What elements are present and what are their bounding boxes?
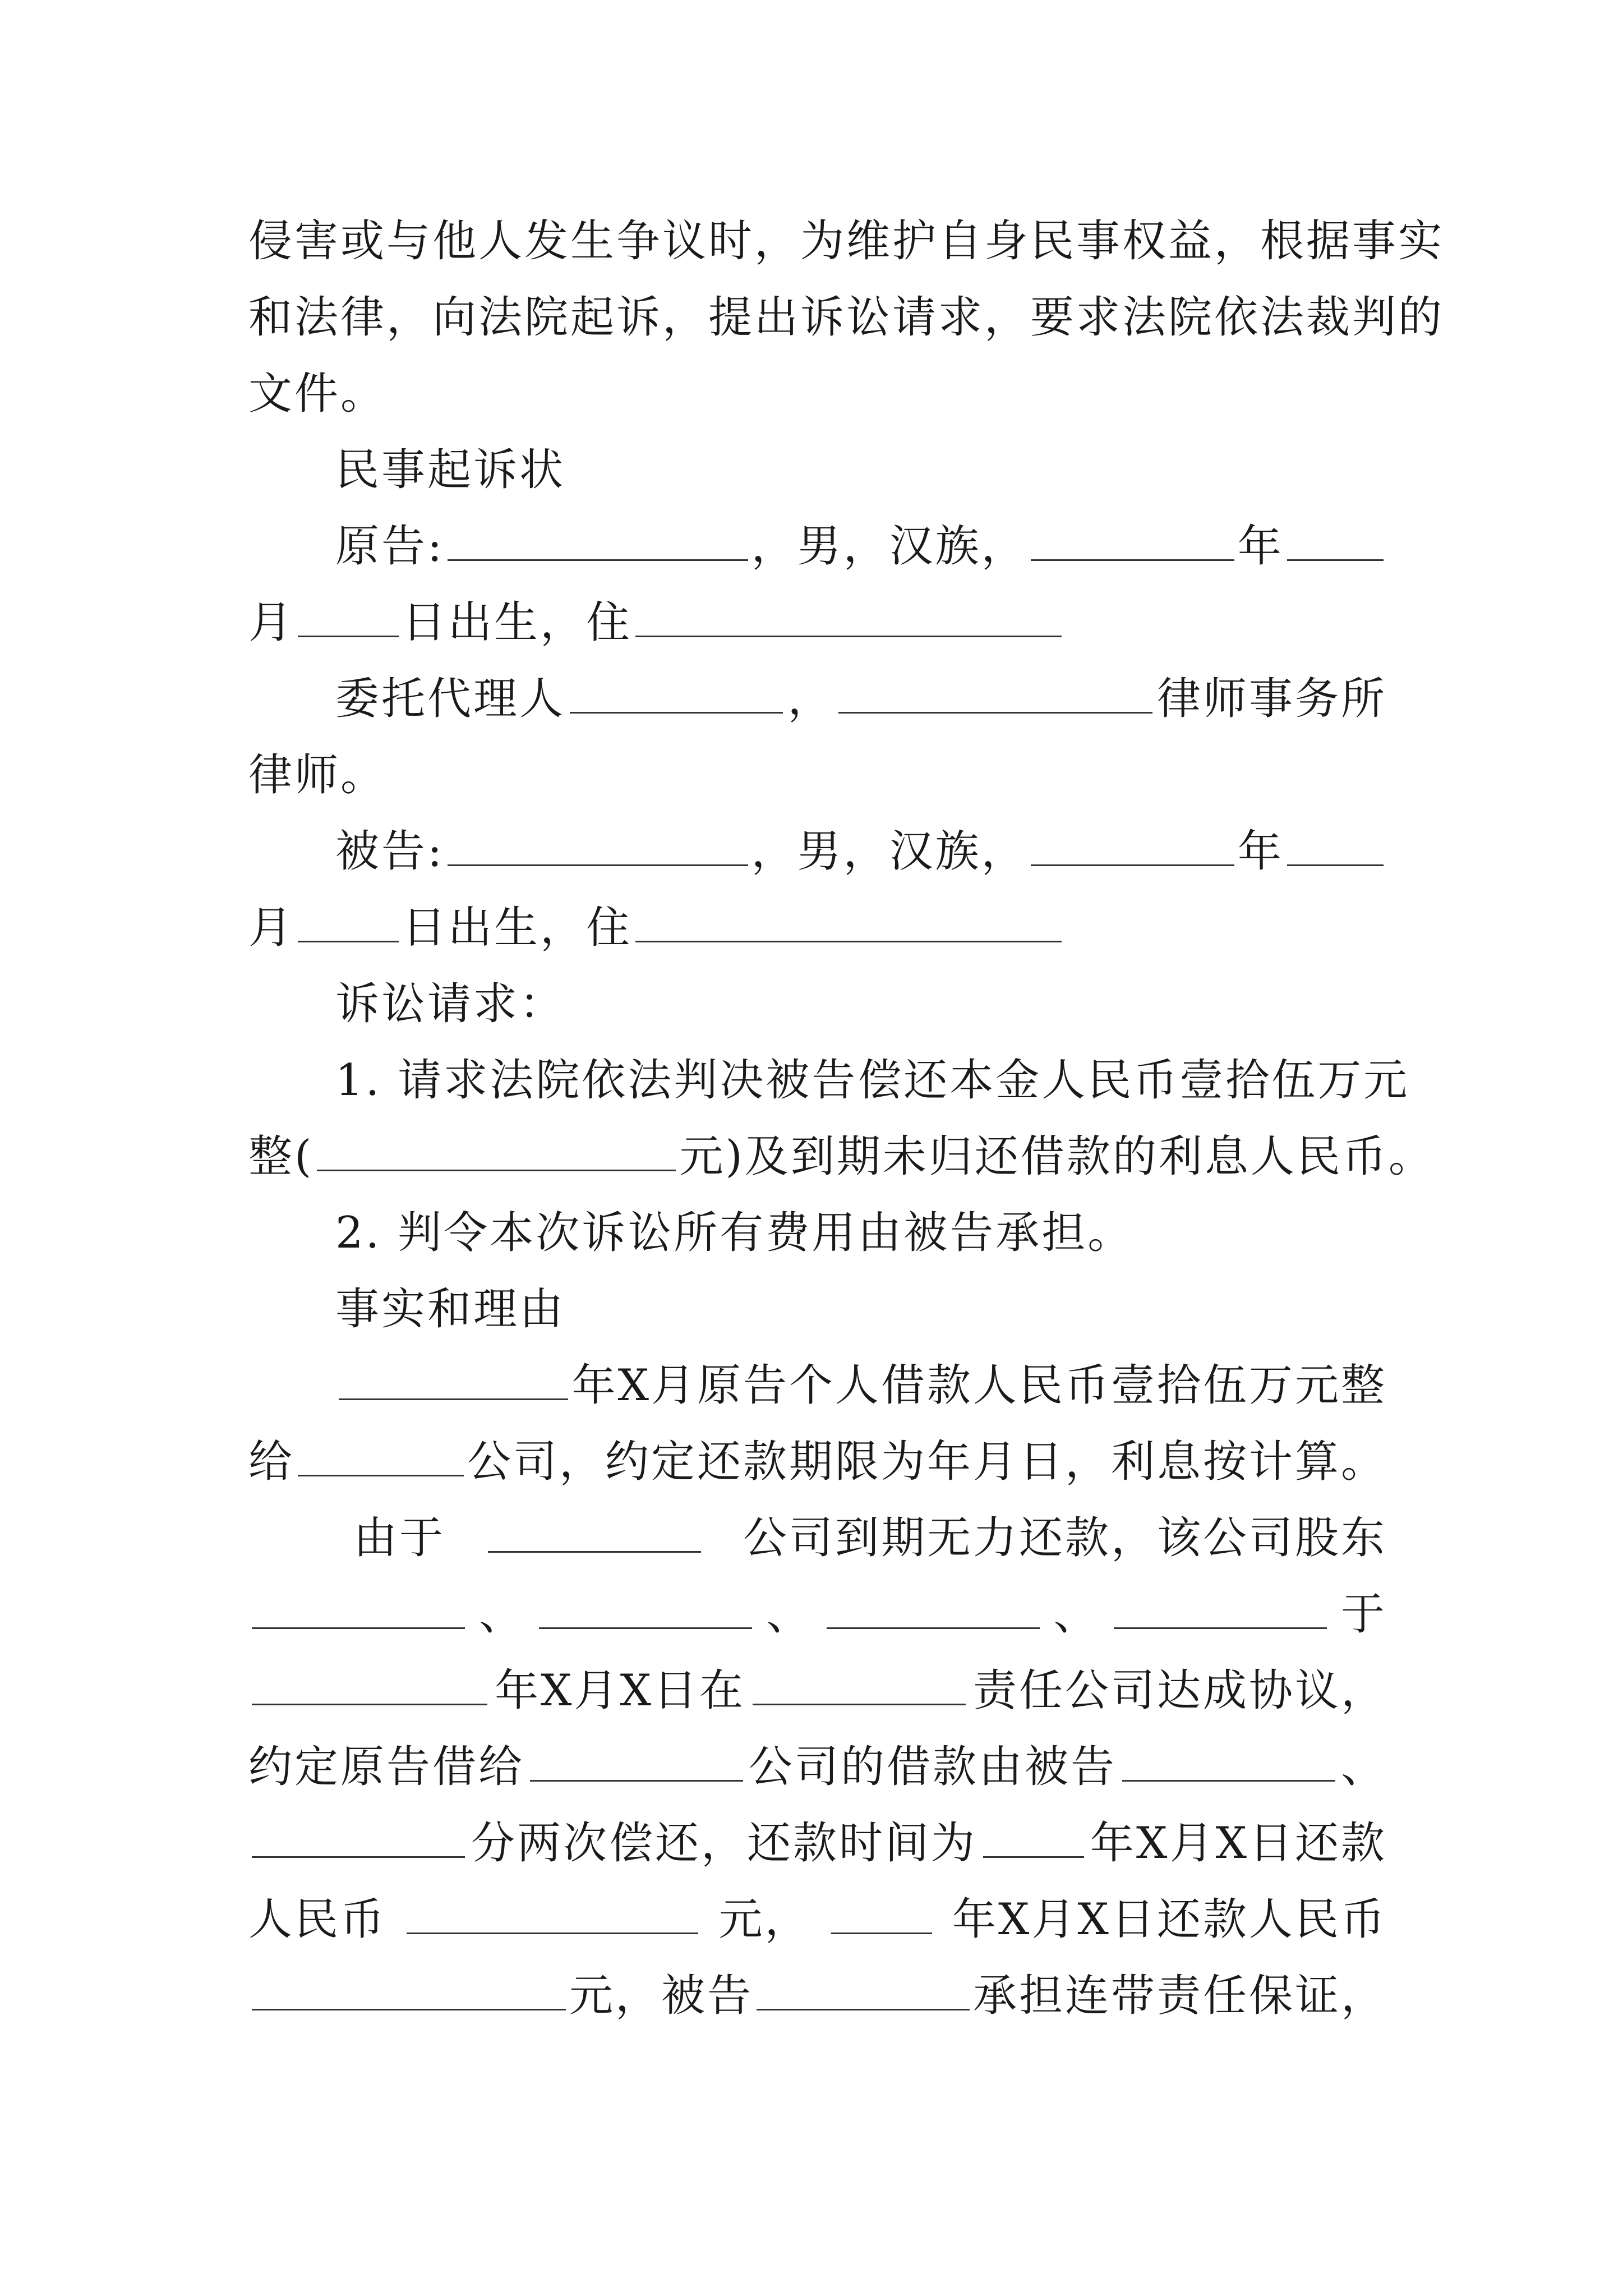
loan-year-blank bbox=[339, 1356, 568, 1400]
facts-8-prefix: 人民币 bbox=[248, 1894, 387, 1945]
plaintiff-name-blank bbox=[448, 517, 748, 561]
birth-year-blank bbox=[1031, 822, 1234, 866]
claim-1-line-1: 1. 请求法院依法判决被告偿还本金人民币壹拾伍万元 bbox=[335, 1055, 1410, 1106]
facts-1-text: 年X月原告个人借款人民币壹拾伍万元整 bbox=[571, 1360, 1387, 1411]
repayment-1-year-blank bbox=[983, 1814, 1084, 1858]
repayment-2-year-blank bbox=[831, 1890, 932, 1934]
defendant-2-blank bbox=[252, 1814, 465, 1858]
company-name-blank bbox=[488, 1508, 701, 1553]
guarantor-blank bbox=[757, 1966, 970, 2010]
claim-1-prefix: 整( bbox=[248, 1131, 314, 1182]
repayment-1-amount-blank bbox=[407, 1890, 698, 1934]
law-firm-blank bbox=[838, 669, 1152, 714]
gender-ethnic-text: ，男，汉族， bbox=[751, 826, 1027, 877]
facts-3-prefix: 由于 bbox=[353, 1513, 446, 1563]
facts-8-suffix: 年X月X日还款人民币 bbox=[952, 1894, 1387, 1945]
defendant-1-blank bbox=[1122, 1737, 1335, 1782]
facts-line-8 bbox=[248, 1880, 1387, 1959]
facts-line-3 bbox=[353, 1499, 1387, 1577]
document-heading: 民事起诉状 bbox=[335, 445, 566, 495]
facts-3-text: 公司到期无力还款，该公司股东 bbox=[743, 1513, 1387, 1563]
facts-2-prefix: 给 bbox=[248, 1437, 295, 1487]
law-firm-text: 律师事务所 bbox=[1156, 674, 1387, 724]
comma-text: ， bbox=[787, 674, 834, 724]
facts-5-suffix: 责任公司达成协议， bbox=[972, 1665, 1387, 1716]
defendant-label: 被告: bbox=[335, 826, 445, 877]
separator-text: 、 bbox=[1340, 1742, 1387, 1792]
plaintiff-label: 原告: bbox=[335, 521, 445, 572]
birth-month-blank bbox=[1287, 822, 1384, 866]
facts-line-2 bbox=[248, 1423, 1387, 1501]
birth-day-blank bbox=[298, 593, 399, 637]
facts-9-suffix: 承担连带责任保证， bbox=[972, 1971, 1387, 2021]
yu-text: 于 bbox=[1340, 1589, 1387, 1640]
born-live-text: 日出生，住 bbox=[402, 903, 633, 953]
defendant-line-2 bbox=[248, 889, 1387, 967]
plaintiff-line-2 bbox=[248, 583, 1387, 662]
intro-line-1: 侵害或与他人发生争议时，为维护自身民事权益，根据事实 bbox=[248, 216, 1445, 266]
facts-8-text: 元， bbox=[718, 1894, 811, 1945]
shareholder-4-blank bbox=[1114, 1585, 1327, 1629]
company-name-blank bbox=[530, 1737, 743, 1782]
month-text: 月 bbox=[248, 597, 295, 648]
claims-heading: 诉讼请求： bbox=[335, 979, 566, 1029]
birth-year-blank bbox=[1031, 517, 1234, 561]
separator-text: 、 bbox=[1053, 1589, 1100, 1640]
defendant-line bbox=[335, 812, 1387, 891]
intro-line-2: 和法律，向法院起诉，提出诉讼请求，要求法院依法裁判的 bbox=[248, 292, 1445, 343]
separator-text: 、 bbox=[766, 1589, 813, 1640]
principal-amount-blank bbox=[317, 1127, 676, 1171]
intro-line-3: 文件。 bbox=[248, 369, 387, 419]
facts-line-6 bbox=[248, 1728, 1387, 1806]
facts-7-text: 分两次偿还，还款时间为 bbox=[471, 1818, 977, 1869]
defendant-name-blank bbox=[448, 822, 748, 866]
defendant-address-blank bbox=[635, 898, 1062, 942]
claim-1-suffix: 元)及到期未归还借款的利息人民币。 bbox=[679, 1131, 1435, 1182]
separator-text: 、 bbox=[479, 1589, 525, 1640]
agent-name-blank bbox=[570, 669, 783, 714]
agreement-year-blank bbox=[252, 1661, 487, 1705]
claim-2: 2. 判令本次诉讼所有费用由被告承担。 bbox=[335, 1208, 1134, 1258]
facts-line-9 bbox=[248, 1957, 1387, 2035]
facts-7-suffix: 年X月X日还款 bbox=[1090, 1818, 1387, 1869]
facts-line-1 bbox=[335, 1346, 1387, 1425]
facts-line-5 bbox=[248, 1651, 1387, 1730]
facts-line-4 bbox=[248, 1575, 1387, 1654]
agent-label: 委托代理人 bbox=[335, 674, 566, 724]
birth-day-blank bbox=[298, 898, 399, 942]
lawyer-text: 律师。 bbox=[248, 750, 387, 800]
facts-5-text: 年X月X日在 bbox=[494, 1665, 746, 1716]
year-text: 年 bbox=[1237, 521, 1284, 572]
company-name-blank bbox=[298, 1432, 464, 1476]
agent-line bbox=[335, 660, 1387, 738]
gender-ethnic-text: ，男，汉族， bbox=[751, 521, 1027, 572]
born-live-text: 日出生，住 bbox=[402, 597, 633, 648]
plaintiff-address-blank bbox=[635, 593, 1062, 637]
month-text: 月 bbox=[248, 903, 295, 953]
shareholder-3-blank bbox=[827, 1585, 1040, 1629]
facts-2-text: 公司，约定还款期限为年月日，利息按计算。 bbox=[467, 1437, 1387, 1487]
claim-1-line-2 bbox=[248, 1117, 1435, 1196]
facts-9-text: 元，被告 bbox=[569, 1971, 753, 2021]
plaintiff-line bbox=[335, 507, 1387, 586]
shareholder-2-blank bbox=[539, 1585, 752, 1629]
birth-month-blank bbox=[1287, 517, 1384, 561]
repayment-2-amount-blank bbox=[252, 1966, 566, 2010]
facts-6-text: 公司的借款由被告 bbox=[748, 1742, 1117, 1792]
year-text: 年 bbox=[1237, 826, 1284, 877]
facts-heading: 事实和理由 bbox=[335, 1284, 566, 1335]
place-blank bbox=[753, 1661, 966, 1705]
facts-line-7 bbox=[248, 1804, 1387, 1883]
shareholder-1-blank bbox=[252, 1585, 465, 1629]
facts-6-prefix: 约定原告借给 bbox=[248, 1742, 525, 1792]
